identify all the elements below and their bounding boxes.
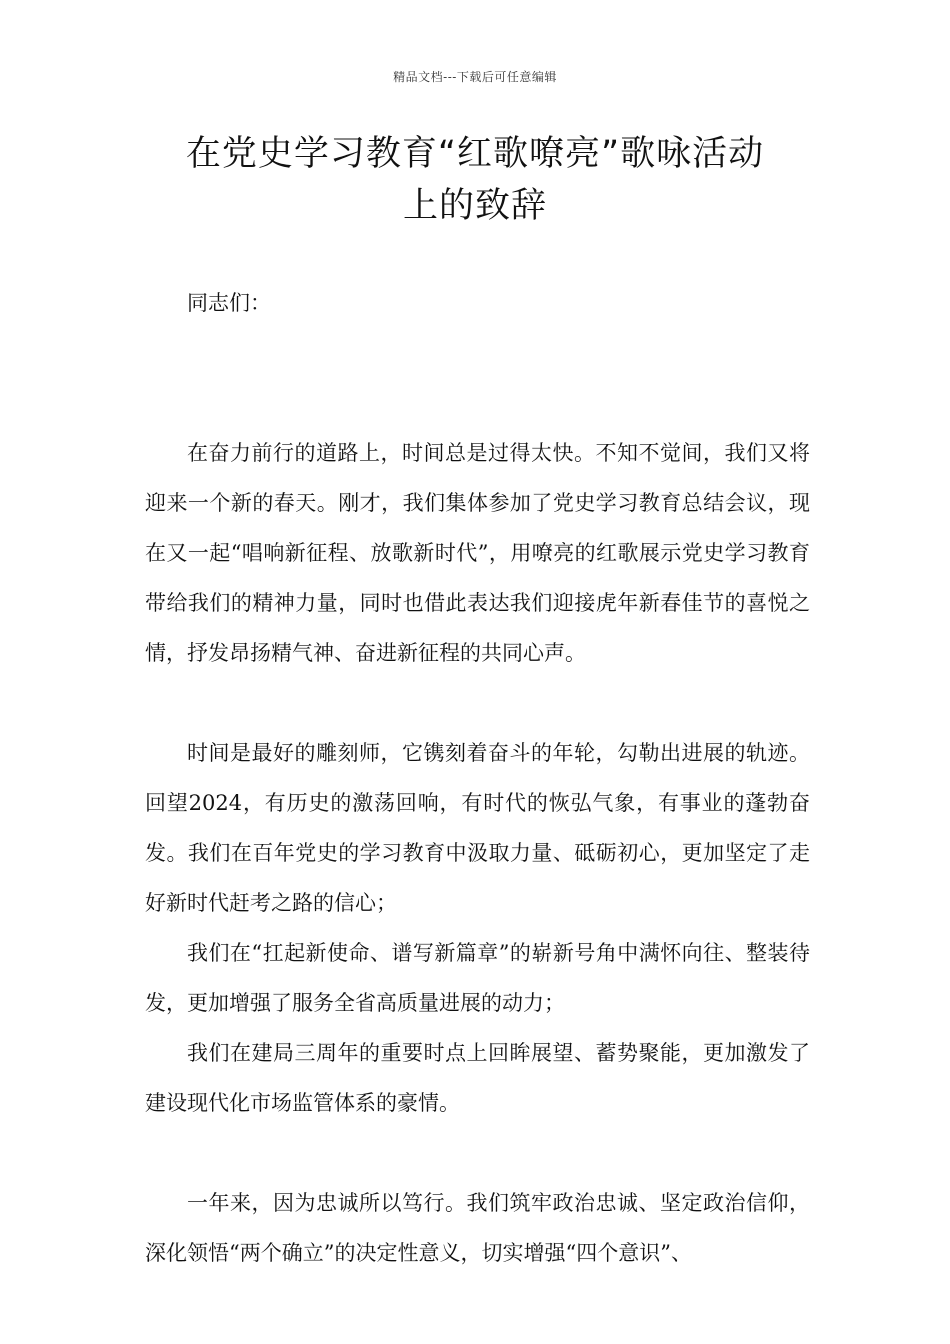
paragraph-1: 在奋力前行的道路上，时间总是过得太快。不知不觉间，我们又将迎来一个新的春天。刚才，我们集体参加了党史学习教育总结会议，现在又一起“唱响新征程、放歌新时代”，用嘹亮的红歌展示党史学习教育带给我们的精神力量，同时也借此表达我们迎接虎年新春佳节的喜悦之情，抒发昂扬精气神、奋进新征程的共同心声。 bbox=[145, 441, 810, 665]
paragraph-2: 时间是最好的雕刻师，它镌刻着奋斗的年轮，勾勒出进展的轨迹。回望2024，有历史的激荡回响，有时代的恢弘气象，有事业的蓬勃奋发。我们在百年党史的学习教育中汲取力量、砥砺初心，更加坚定了走好新时代赶考之路的信心； bbox=[145, 741, 810, 915]
paragraph-gap bbox=[145, 1128, 810, 1178]
paragraph-4: 我们在建局三周年的重要时点上回眸展望、蓄势聚能，更加激发了建设现代化市场监管体系的豪情。 bbox=[145, 1041, 810, 1115]
paragraph-3: 我们在“扛起新使命、谱写新篇章”的崭新号角中满怀向往、整装待发，更加增强了服务全省高质量进展的动力； bbox=[145, 941, 810, 1015]
salutation: 同志们： bbox=[187, 291, 271, 315]
title-line-2: 上的致辞 bbox=[402, 186, 547, 226]
paragraph-gap bbox=[145, 678, 810, 728]
title-line-1: 在党史学习教育“红歌嘹亮”歌咏活动 bbox=[185, 134, 765, 174]
paragraph-5: 一年来，因为忠诚所以笃行。我们筑牢政治忠诚、坚定政治信仰，深化领悟“两个确立”的决定性意义，切实增强“四个意识”、 bbox=[145, 1191, 810, 1265]
document-body bbox=[145, 278, 810, 1278]
paragraph-gap bbox=[145, 328, 810, 378]
document-title bbox=[140, 128, 810, 232]
paragraph-gap bbox=[145, 378, 810, 428]
header-note: 精品文档---下载后可任意编辑 bbox=[393, 70, 557, 84]
